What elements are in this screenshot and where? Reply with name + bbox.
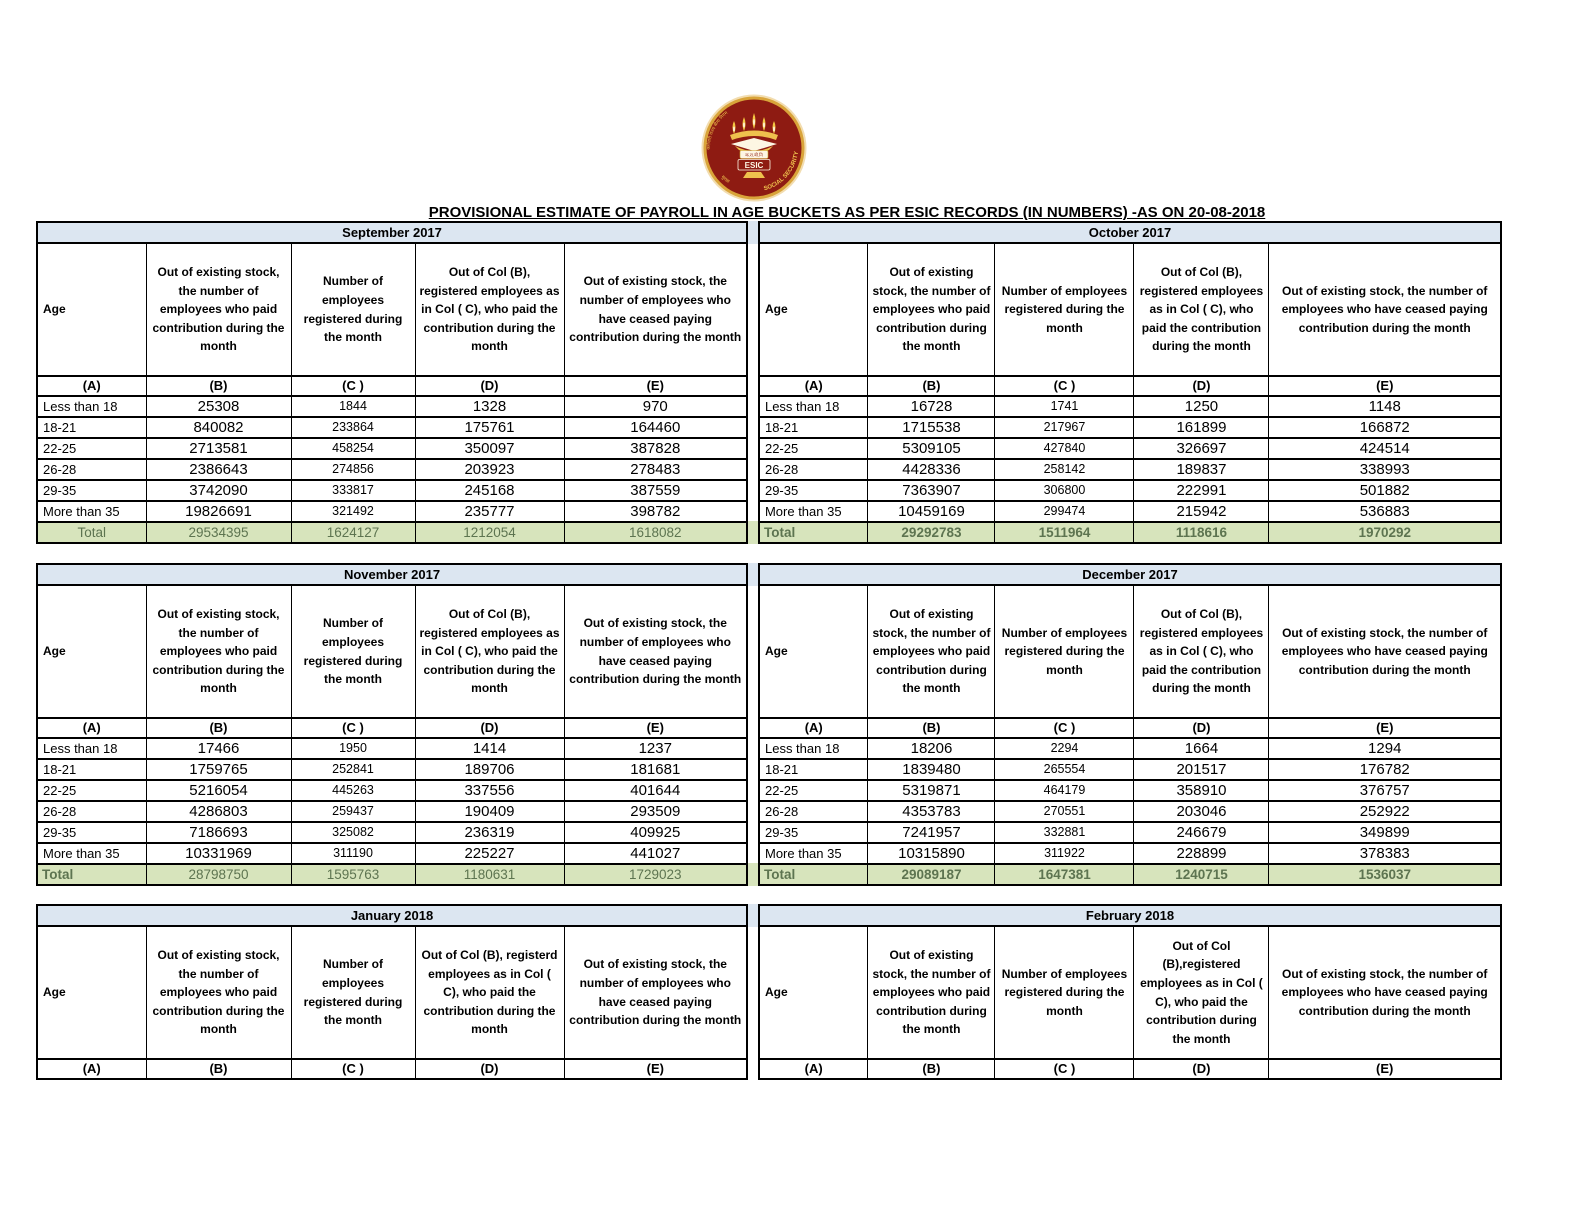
total-value: 1511964: [995, 522, 1134, 543]
total-value: 29089187: [868, 864, 995, 885]
column-letter-col-a: (A): [37, 376, 146, 396]
value-cell: 464179: [995, 780, 1134, 801]
column-letter-col-b: (B): [146, 376, 291, 396]
gap-fill: [748, 927, 758, 1080]
total-label: Total: [37, 864, 146, 885]
total-row: [759, 522, 1501, 543]
column-letter-col-e: (E): [564, 1059, 747, 1079]
age-cell: 18-21: [759, 417, 868, 438]
value-cell: 10459169: [868, 501, 995, 522]
gap-green-strip: [748, 521, 758, 544]
age-cell: 18-21: [37, 417, 146, 438]
table-row: [37, 459, 747, 480]
value-cell: 1148: [1269, 396, 1501, 417]
value-cell: 181681: [564, 759, 747, 780]
table-row: [759, 780, 1501, 801]
value-cell: 190409: [415, 801, 564, 822]
value-cell: 222991: [1134, 480, 1269, 501]
column-header-col-a: Age: [37, 243, 146, 376]
gap-green-strip: [748, 863, 758, 886]
column-letter-col-a: (A): [759, 376, 868, 396]
table-row: [37, 822, 747, 843]
value-cell: 1839480: [868, 759, 995, 780]
value-cell: 2386643: [146, 459, 291, 480]
table-row: [759, 417, 1501, 438]
age-cell: 26-28: [759, 459, 868, 480]
age-cell: 22-25: [759, 780, 868, 801]
column-header-col-c: Number of employees registered during the month: [291, 243, 415, 376]
value-cell: 176782: [1269, 759, 1501, 780]
value-cell: 225227: [415, 843, 564, 864]
column-letter-col-d: (D): [1134, 718, 1269, 738]
column-header-col-a: Age: [759, 585, 868, 718]
value-cell: 1294: [1269, 738, 1501, 759]
column-header-col-d: Out of Col (B), registered employees as in Col ( C), who paid the contribution during the month: [415, 585, 564, 718]
column-header-col-a: Age: [759, 243, 868, 376]
value-cell: 252922: [1269, 801, 1501, 822]
value-cell: 189837: [1134, 459, 1269, 480]
column-letter-col-b: (B): [868, 718, 995, 738]
table-row: [759, 396, 1501, 417]
table-row: [37, 501, 747, 522]
value-cell: 387559: [564, 480, 747, 501]
column-letter-col-e: (E): [564, 718, 747, 738]
value-cell: 409925: [564, 822, 747, 843]
value-cell: 17466: [146, 738, 291, 759]
column-letter-col-b: (B): [868, 376, 995, 396]
total-value: 1536037: [1269, 864, 1501, 885]
value-cell: 445263: [291, 780, 415, 801]
age-cell: 29-35: [759, 480, 868, 501]
gap-connector: [748, 221, 758, 544]
value-cell: 5309105: [868, 438, 995, 459]
value-cell: 1328: [415, 396, 564, 417]
gap-blue-strip: [748, 904, 758, 927]
logo-badge: [738, 151, 770, 171]
value-cell: 398782: [564, 501, 747, 522]
age-cell: 26-28: [37, 801, 146, 822]
total-value: 1240715: [1134, 864, 1269, 885]
value-cell: 203923: [415, 459, 564, 480]
gap-connector: [748, 904, 758, 1080]
tables-container: [36, 221, 1502, 1080]
value-cell: 5216054: [146, 780, 291, 801]
value-cell: 203046: [1134, 801, 1269, 822]
column-header-col-b: Out of existing stock, the number of employees who paid contribution during the month: [146, 243, 291, 376]
table-row: [759, 822, 1501, 843]
value-cell: 358910: [1134, 780, 1269, 801]
value-cell: 166872: [1269, 417, 1501, 438]
column-header-col-b: Out of existing stock, the number of employees who paid contribution during the month: [868, 243, 995, 376]
value-cell: 235777: [415, 501, 564, 522]
value-cell: 258142: [995, 459, 1134, 480]
value-cell: 236319: [415, 822, 564, 843]
age-cell: More than 35: [759, 501, 868, 522]
table-row: [759, 801, 1501, 822]
month-table-november-2017: [36, 563, 748, 886]
value-cell: 215942: [1134, 501, 1269, 522]
column-letter-col-c: (C ): [995, 1059, 1134, 1079]
table-row: [759, 738, 1501, 759]
value-cell: 18206: [868, 738, 995, 759]
age-cell: 22-25: [759, 438, 868, 459]
value-cell: 321492: [291, 501, 415, 522]
value-cell: 333817: [291, 480, 415, 501]
age-cell: 22-25: [37, 780, 146, 801]
value-cell: 311190: [291, 843, 415, 864]
value-cell: 252841: [291, 759, 415, 780]
column-letter-col-d: (D): [1134, 376, 1269, 396]
total-value: 1647381: [995, 864, 1134, 885]
column-letter-col-c: (C ): [291, 1059, 415, 1079]
age-cell: Less than 18: [759, 738, 868, 759]
age-cell: 29-35: [37, 480, 146, 501]
column-letter-col-a: (A): [37, 718, 146, 738]
table-row: [37, 759, 747, 780]
column-letter-col-a: (A): [759, 718, 868, 738]
value-cell: 536883: [1269, 501, 1501, 522]
value-cell: 10331969: [146, 843, 291, 864]
value-cell: 501882: [1269, 480, 1501, 501]
column-letter-col-d: (D): [415, 1059, 564, 1079]
logo-bottom-left-hindi-text: सुरक्षा: [720, 174, 731, 184]
month-table-february-2018: [758, 904, 1502, 1080]
age-cell: 29-35: [759, 822, 868, 843]
value-cell: 246679: [1134, 822, 1269, 843]
value-cell: 217967: [995, 417, 1134, 438]
month-table-december-2017: [758, 563, 1502, 886]
column-header-col-b: Out of existing stock, the number of employees who paid contribution during the month: [868, 926, 995, 1059]
column-letter-col-a: (A): [37, 1059, 146, 1079]
total-value: 1595763: [291, 864, 415, 885]
value-cell: 3742090: [146, 480, 291, 501]
table-month-title: January 2018: [37, 905, 747, 926]
age-cell: 26-28: [37, 459, 146, 480]
value-cell: 427840: [995, 438, 1134, 459]
month-table-september-2017: [36, 221, 748, 544]
gap-blue-strip: [748, 221, 758, 244]
value-cell: 306800: [995, 480, 1134, 501]
column-letter-col-e: (E): [1269, 1059, 1501, 1079]
value-cell: 378383: [1269, 843, 1501, 864]
total-value: 1118616: [1134, 522, 1269, 543]
column-letter-col-b: (B): [868, 1059, 995, 1079]
column-header-col-d: Out of Col (B), registered employees as in Col ( C), who paid the contribution during the month: [1134, 585, 1269, 718]
column-header-col-a: Age: [759, 926, 868, 1059]
column-header-col-b: Out of existing stock, the number of employees who paid contribution during the month: [146, 926, 291, 1059]
age-cell: Less than 18: [37, 738, 146, 759]
value-cell: 4353783: [868, 801, 995, 822]
column-header-col-e: Out of existing stock, the number of employees who have ceased paying contribution during the month: [564, 243, 747, 376]
logo-esic-text: ESIC: [744, 160, 764, 170]
value-cell: 424514: [1269, 438, 1501, 459]
value-cell: 4286803: [146, 801, 291, 822]
value-cell: 293509: [564, 801, 747, 822]
table-month-title: November 2017: [37, 564, 747, 585]
value-cell: 164460: [564, 417, 747, 438]
column-letter-col-c: (C ): [995, 718, 1134, 738]
logo-social-security-text: SOCIAL SECURITY: [763, 150, 801, 193]
value-cell: 265554: [995, 759, 1134, 780]
value-cell: 1237: [564, 738, 747, 759]
value-cell: 233864: [291, 417, 415, 438]
table-row: [759, 438, 1501, 459]
value-cell: 332881: [995, 822, 1134, 843]
value-cell: 401644: [564, 780, 747, 801]
column-letter-col-a: (A): [759, 1059, 868, 1079]
column-letter-col-c: (C ): [291, 718, 415, 738]
table-row: [37, 780, 747, 801]
column-header-col-e: Out of existing stock, the number of employees who have ceased paying contribution during the month: [564, 926, 747, 1059]
value-cell: 259437: [291, 801, 415, 822]
value-cell: 337556: [415, 780, 564, 801]
value-cell: 458254: [291, 438, 415, 459]
age-cell: 18-21: [759, 759, 868, 780]
column-header-col-d: Out of Col (B), registered employees as in Col ( C), who paid the contribution during the month: [1134, 243, 1269, 376]
total-value: 29534395: [146, 522, 291, 543]
column-letter-col-c: (C ): [291, 376, 415, 396]
age-cell: 18-21: [37, 759, 146, 780]
column-header-col-c: Number of employees registered during the month: [291, 585, 415, 718]
total-value: 1180631: [415, 864, 564, 885]
total-value: 1970292: [1269, 522, 1501, 543]
column-header-col-c: Number of employees registered during the month: [995, 585, 1134, 718]
value-cell: 1715538: [868, 417, 995, 438]
total-label: Total: [759, 522, 868, 543]
column-letter-col-d: (D): [415, 376, 564, 396]
logo-left-arc-hindi-text: कर्मचारी राज्य बीमा निगम: [705, 110, 729, 150]
column-header-col-e: Out of existing stock, the number of employees who have ceased paying contribution during the month: [1269, 926, 1501, 1059]
column-letter-col-b: (B): [146, 718, 291, 738]
value-cell: 1741: [995, 396, 1134, 417]
document-title: PROVISIONAL ESTIMATE OF PAYROLL IN AGE BUCKETS AS PER ESIC RECORDS (IN NUMBERS) -AS ON 20-08-2018: [428, 204, 1266, 221]
column-header-col-b: Out of existing stock, the number of employees who paid contribution during the month: [146, 585, 291, 718]
table-row: [37, 843, 747, 864]
column-header-col-d: Out of Col (B),registered employees as in Col ( C), who paid the contribution during the month: [1134, 926, 1269, 1059]
age-cell: More than 35: [37, 501, 146, 522]
table-pair-2: [36, 563, 1502, 886]
value-cell: 376757: [1269, 780, 1501, 801]
total-value: 1729023: [564, 864, 747, 885]
value-cell: 387828: [564, 438, 747, 459]
value-cell: 1414: [415, 738, 564, 759]
value-cell: 1250: [1134, 396, 1269, 417]
value-cell: 4428336: [868, 459, 995, 480]
value-cell: 7363907: [868, 480, 995, 501]
table-row: [37, 438, 747, 459]
value-cell: 1664: [1134, 738, 1269, 759]
table-month-title: February 2018: [759, 905, 1501, 926]
table-month-title: October 2017: [759, 222, 1501, 243]
value-cell: 311922: [995, 843, 1134, 864]
value-cell: 7186693: [146, 822, 291, 843]
value-cell: 278483: [564, 459, 747, 480]
value-cell: 5319871: [868, 780, 995, 801]
total-label: Total: [37, 522, 146, 543]
table-row: [759, 501, 1501, 522]
column-header-col-c: Number of employees registered during the month: [995, 926, 1134, 1059]
value-cell: 175761: [415, 417, 564, 438]
esic-logo-image: [701, 94, 807, 202]
value-cell: 189706: [415, 759, 564, 780]
value-cell: 19826691: [146, 501, 291, 522]
gap-connector: [748, 563, 758, 886]
value-cell: 1759765: [146, 759, 291, 780]
value-cell: 161899: [1134, 417, 1269, 438]
esic-logo: [701, 94, 807, 202]
age-cell: 26-28: [759, 801, 868, 822]
column-header-col-c: Number of employees registered during the month: [995, 243, 1134, 376]
total-row: [37, 864, 747, 885]
column-header-col-d: Out of Col (B), registerd employees as in Col ( C), who paid the contribution during the month: [415, 926, 564, 1059]
value-cell: 25308: [146, 396, 291, 417]
column-letter-col-e: (E): [1269, 718, 1501, 738]
total-label: Total: [759, 864, 868, 885]
total-value: 1212054: [415, 522, 564, 543]
column-letter-col-b: (B): [146, 1059, 291, 1079]
value-cell: 245168: [415, 480, 564, 501]
age-cell: Less than 18: [759, 396, 868, 417]
table-row: [759, 459, 1501, 480]
gap-fill: [748, 586, 758, 863]
column-header-col-a: Age: [37, 926, 146, 1059]
value-cell: 1950: [291, 738, 415, 759]
value-cell: 16728: [868, 396, 995, 417]
column-letter-col-d: (D): [415, 718, 564, 738]
gap-blue-strip: [748, 563, 758, 586]
value-cell: 441027: [564, 843, 747, 864]
value-cell: 201517: [1134, 759, 1269, 780]
value-cell: 350097: [415, 438, 564, 459]
total-row: [37, 522, 747, 543]
column-letter-col-c: (C ): [995, 376, 1134, 396]
column-letter-col-e: (E): [1269, 376, 1501, 396]
age-cell: 22-25: [37, 438, 146, 459]
table-pair-3: [36, 904, 1502, 1080]
column-header-col-e: Out of existing stock, the number of employees who have ceased paying contribution during the month: [1269, 243, 1501, 376]
age-cell: More than 35: [759, 843, 868, 864]
value-cell: 2713581: [146, 438, 291, 459]
value-cell: 274856: [291, 459, 415, 480]
table-row: [759, 480, 1501, 501]
value-cell: 338993: [1269, 459, 1501, 480]
age-cell: 29-35: [37, 822, 146, 843]
column-header-col-c: Number of employees registered during the month: [291, 926, 415, 1059]
value-cell: 270551: [995, 801, 1134, 822]
column-letter-col-e: (E): [564, 376, 747, 396]
table-row: [759, 843, 1501, 864]
column-header-col-e: Out of existing stock, the number of employees who have ceased paying contribution during the month: [564, 585, 747, 718]
value-cell: 1844: [291, 396, 415, 417]
value-cell: 7241957: [868, 822, 995, 843]
column-header-col-e: Out of existing stock, the number of employees who have ceased paying contribution during the month: [1269, 585, 1501, 718]
table-row: [37, 738, 747, 759]
table-row: [37, 801, 747, 822]
value-cell: 10315890: [868, 843, 995, 864]
total-value: 28798750: [146, 864, 291, 885]
table-row: [37, 417, 747, 438]
total-row: [759, 864, 1501, 885]
value-cell: 325082: [291, 822, 415, 843]
value-cell: 228899: [1134, 843, 1269, 864]
column-header-col-a: Age: [37, 585, 146, 718]
table-row: [37, 480, 747, 501]
age-cell: More than 35: [37, 843, 146, 864]
total-value: 1624127: [291, 522, 415, 543]
table-row: [759, 759, 1501, 780]
total-value: 1618082: [564, 522, 747, 543]
column-header-col-d: Out of Col (B), registered employees as in Col ( C), who paid the contribution during the month: [415, 243, 564, 376]
table-month-title: September 2017: [37, 222, 747, 243]
month-table-january-2018: [36, 904, 748, 1080]
value-cell: 299474: [995, 501, 1134, 522]
value-cell: 970: [564, 396, 747, 417]
table-row: [37, 396, 747, 417]
value-cell: 349899: [1269, 822, 1501, 843]
column-letter-col-d: (D): [1134, 1059, 1269, 1079]
gap-fill: [748, 244, 758, 521]
age-cell: Less than 18: [37, 396, 146, 417]
value-cell: 326697: [1134, 438, 1269, 459]
total-value: 29292783: [868, 522, 995, 543]
column-header-col-b: Out of existing stock, the number of employees who paid contribution during the month: [868, 585, 995, 718]
value-cell: 840082: [146, 417, 291, 438]
value-cell: 2294: [995, 738, 1134, 759]
month-table-october-2017: [758, 221, 1502, 544]
logo-hindi-abbr: क.रा.बी.नि: [745, 152, 763, 158]
table-pair-1: [36, 221, 1502, 544]
table-month-title: December 2017: [759, 564, 1501, 585]
